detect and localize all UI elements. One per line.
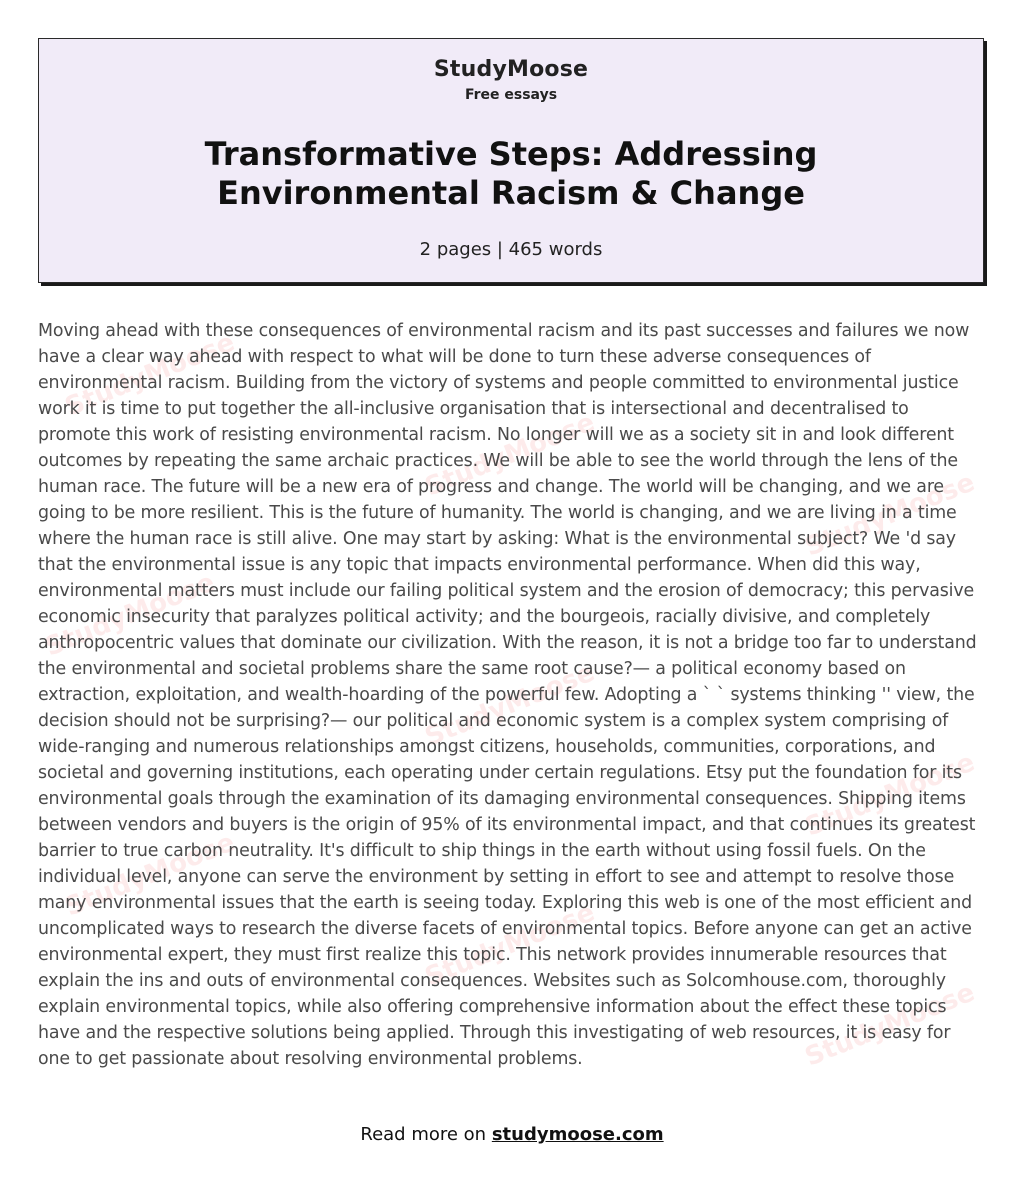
essay-header xyxy=(38,38,984,283)
watermark: StudyMoose xyxy=(420,657,600,753)
watermark: StudyMoose xyxy=(420,897,600,993)
watermark: StudyMoose xyxy=(420,407,600,503)
watermark: StudyMoose xyxy=(40,567,220,663)
watermark: StudyMoose xyxy=(60,827,240,923)
essay-body: Moving ahead with these consequences of environmental racism and its past successes and failures we now have a clear way ahead with respect to what will be done to turn these adverse consequences of environmental racism. Building from the victory of systems and people committed to environmental justice work it is time to put together the all-inclusive organisation that is intersectional and decentralised to promote this work of resisting environmental racism. No longer will we as a society sit in and look different outcomes by repeating the same archaic practices. We will be able to see the world through the lens of the human race. The future will be a new era of progress and change. The world will be changing, and we are going to be more resilient. This is the future of humanity. The world is changing, and we are living in a time where the human race is still alive. One may start by asking: What is the environmental subject? We 'd say that the environmental issue is any topic that impacts environmental performance. When did this way, environmental matters must include our failing political system and the erosion of democracy; this pervasive economic insecurity that paralyzes political activity; and the bourgeois, racially divisive, and completely anthropocentric values that dominate our civilization. With the reason, it is not a bridge too far to understand the environmental and societal problems share the same root cause?— a political economy based on extraction, exploitation, and wealth-hoarding of the powerful few. Adopting a ` ` systems thinking '' view, the decision should not be surprising?— our political and economic system is a complex system comprising of wide-ranging and numerous relationships amongst citizens, households, communities, corporations, and societal and governing institutions, each operating under certain regulations. Etsy put the foundation for its environmental goals through the examination of its damaging environmental consequences. Shipping items between vendors and buyers is the origin of 95% of its environmental impact, and that continues its greatest barrier to true carbon neutrality. It's difficult to ship things in the earth without using fossil fuels. On the individual level, anyone can serve the environment by setting in effort to see and attempt to resolve those many environmental issues that the earth is seeing today. Exploring this web is one of the most efficient and uncomplicated ways to research the diverse facets of environmental topics. Before anyone can get an active environmental expert, they must first realize this topic. This network provides innumerable resources that explain the ins and outs of environmental consequences. Websites such as Solcomhouse.com, thoroughly explain environmental topics, while also offering comprehensive information about the effect these topics have and the respective solutions being applied. Through this investigating of web resources, it is easy for one to get passionate about resolving environmental problems. xyxy=(38,321,977,1069)
watermark: StudyMoose xyxy=(800,977,980,1073)
brand-logo: StudyMoose xyxy=(433,57,589,82)
essay-meta: 2 pages | 465 words xyxy=(419,239,603,260)
essay-title: Transformative Steps: Addressing Environmental Racism & Change xyxy=(204,135,818,212)
footer-prefix: Read more on xyxy=(360,1124,492,1145)
studymoose-link[interactable]: studymoose.com xyxy=(491,1124,664,1145)
footer xyxy=(0,1124,1024,1145)
watermark: StudyMoose xyxy=(800,747,980,843)
brand-tagline: Free essays xyxy=(464,87,558,103)
watermark: StudyMoose xyxy=(800,467,980,563)
watermark: StudyMoose xyxy=(60,327,240,423)
